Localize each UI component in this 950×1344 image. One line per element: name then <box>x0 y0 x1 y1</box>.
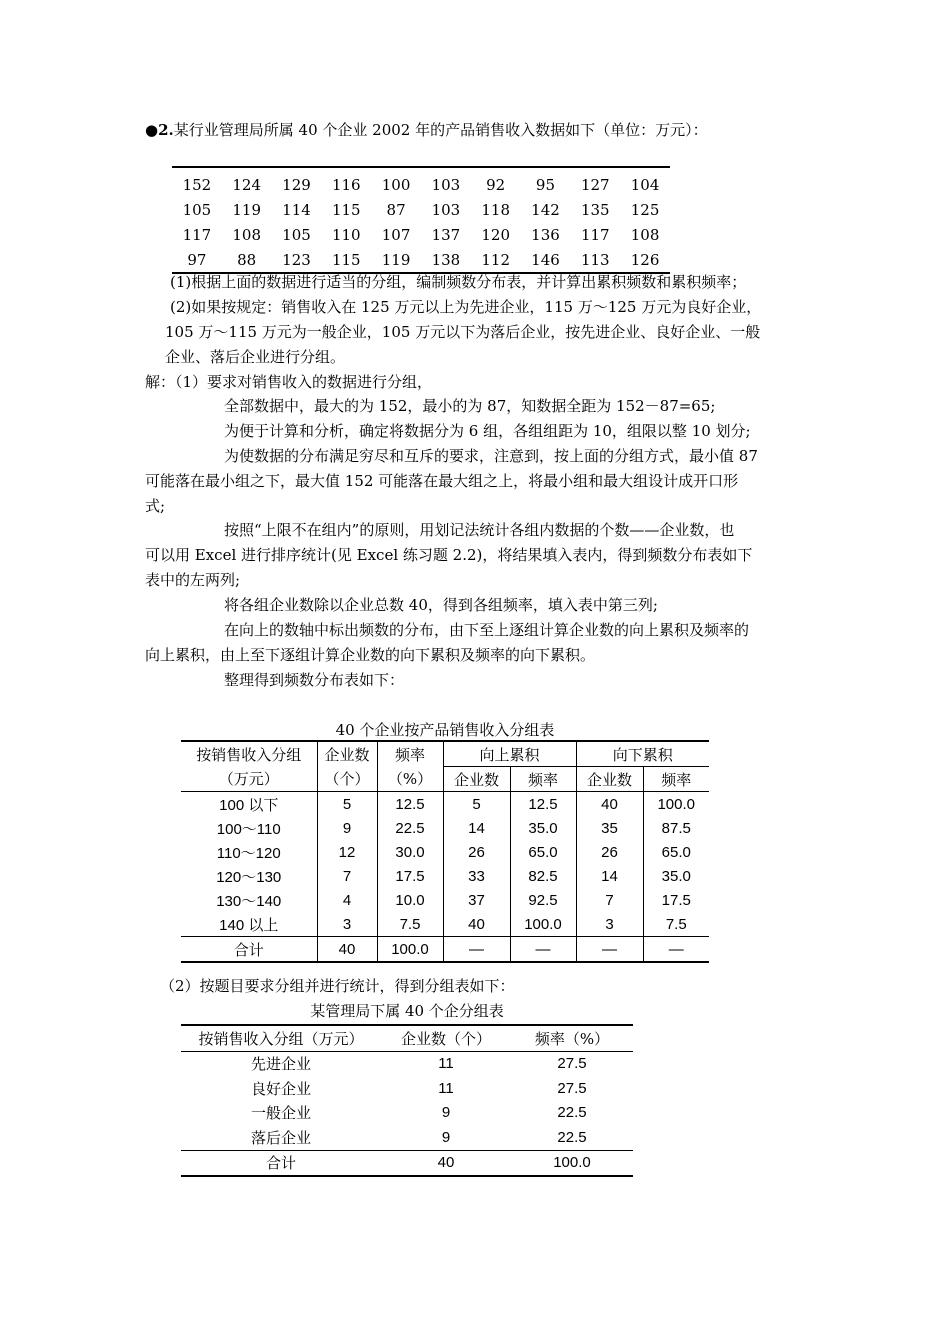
t1-cell: 82.5 <box>510 864 576 888</box>
raw-data-cell: 127 <box>580 175 610 194</box>
t1-cell: 30.0 <box>377 840 443 864</box>
raw-data-cell: 103 <box>431 200 461 219</box>
t1-cell: 22.5 <box>377 816 443 840</box>
raw-data-cell: 118 <box>481 200 510 219</box>
table-row <box>181 1125 633 1150</box>
t1-cell: 7.5 <box>665 915 687 933</box>
raw-data-cell: 87 <box>386 200 406 219</box>
raw-data-row <box>172 167 670 197</box>
solution-p5: 将各组企业数除以企业总数 40，得到各组频率，填入表中第三列; <box>224 596 658 614</box>
t1-cell: 9 <box>317 816 377 840</box>
raw-data-cell: 92 <box>486 175 506 194</box>
table-row <box>181 840 709 864</box>
t2-header-group: 按销售收入分组（万元） <box>181 1025 381 1051</box>
solution-p1: 全部数据中，最大的为 152，最小的为 87，知数据全距为 152－87=65; <box>224 397 716 415</box>
t1-cell: 100～110 <box>181 816 317 840</box>
raw-data-cell: 136 <box>531 225 560 244</box>
t1-header-freq-unit: （%） <box>377 767 443 792</box>
t1-cell: 140 以上 <box>181 912 317 937</box>
t2-cell: 27.5 <box>557 1079 587 1097</box>
t2-cell: 22.5 <box>557 1104 587 1122</box>
table2-title: 某管理局下属 40 个企分组表 <box>310 1002 504 1020</box>
table-row <box>181 888 709 912</box>
t1-cell: 5 <box>443 792 510 817</box>
t1-cell: 100 以下 <box>181 792 317 817</box>
t1-header-up-count: 企业数 <box>443 767 510 792</box>
t1-cell: 7.5 <box>377 912 443 937</box>
t1-header-freq: 频率 <box>377 741 443 767</box>
table-row <box>181 792 709 817</box>
t1-header-group-unit: （万元） <box>181 767 317 792</box>
t1-cell: 17.5 <box>661 891 691 909</box>
t1-total-cell: — <box>510 937 576 963</box>
frequency-table <box>181 740 709 963</box>
raw-data-row <box>172 197 670 222</box>
solution-intro: 解：（1）要求对销售收入的数据进行分组， <box>145 373 433 391</box>
t1-header-up-freq: 频率 <box>510 767 576 792</box>
raw-data-cell: 152 <box>182 175 212 194</box>
raw-data-cell: 107 <box>381 225 411 244</box>
solution-p3-line-3: 式; <box>145 497 166 515</box>
raw-data-cell: 117 <box>182 225 212 244</box>
solution-p7: 整理得到频数分布表如下： <box>224 671 405 689</box>
bullet: ● <box>145 121 159 139</box>
t1-header-down: 向下累积 <box>576 741 709 767</box>
solution-p3-line-1: 为使数据的分布满足穷尽和互斥的要求，注意到，按上面的分组方式，最小值 87 <box>224 447 758 465</box>
raw-data-cell: 146 <box>531 250 560 269</box>
problem-stem-line <box>145 120 708 140</box>
t1-header-down-freq: 频率 <box>643 767 709 792</box>
raw-data-cell: 105 <box>182 200 212 219</box>
t2-total-cell: 合计 <box>181 1150 381 1176</box>
problem-stem: 某行业管理局所属 40 个企业 2002 年的产品销售收入数据如下（单位：万元）： <box>173 121 708 139</box>
t1-cell: 10.0 <box>377 888 443 912</box>
t1-cell: 7 <box>576 888 643 912</box>
t1-cell: 110～120 <box>181 840 317 864</box>
t1-cell: 7 <box>317 864 377 888</box>
t2-cell: 11 <box>438 1079 454 1097</box>
raw-data-cell: 108 <box>630 225 660 244</box>
solution-p3-line-2: 可能落在最小组之下，最大值 152 可能落在最大组之上，将最小组和最大组设计成开口形 <box>145 472 739 490</box>
t2-cell: 9 <box>441 1128 451 1146</box>
classification-table <box>181 1024 633 1177</box>
t1-cell: 4 <box>317 888 377 912</box>
raw-data-cell: 126 <box>630 250 660 269</box>
t1-cell: 12.5 <box>377 792 443 817</box>
t1-total-cell: — <box>443 937 510 963</box>
t2-cell: 9 <box>441 1104 451 1122</box>
raw-data-cell: 129 <box>282 175 311 194</box>
t1-header-up: 向上累积 <box>443 741 576 767</box>
t1-header-group: 按销售收入分组 <box>181 741 317 767</box>
table-row <box>181 816 709 840</box>
t1-cell: 130～140 <box>181 888 317 912</box>
raw-data-cell: 137 <box>431 225 461 244</box>
raw-data-cell: 103 <box>431 175 461 194</box>
raw-data-cell: 108 <box>232 225 262 244</box>
question-2-line-3: 企业、落后企业进行分组。 <box>165 348 346 366</box>
question-2-line-1: (2)如果按规定：销售收入在 125 万元以上为先进企业，115 万～125 万元为良好企业， <box>170 298 762 316</box>
table-row <box>181 912 709 937</box>
t1-cell: 5 <box>317 792 377 817</box>
t1-cell: 33 <box>443 864 510 888</box>
raw-data-cell: 110 <box>331 225 361 244</box>
raw-data-cell: 88 <box>237 250 257 269</box>
solution-p2: 为便于计算和分析，确定将数据分为 6 组，各组组距为 10，组限以整 10 划分; <box>224 422 751 440</box>
t1-cell: 100.0 <box>510 912 576 937</box>
t1-cell: 40 <box>576 792 643 817</box>
t1-cell: 26 <box>576 840 643 864</box>
t1-cell: 120～130 <box>181 864 317 888</box>
t1-header-count-unit: （个） <box>317 767 377 792</box>
t1-total-cell: 40 <box>317 937 377 963</box>
t2-cell: 一般企业 <box>250 1104 311 1123</box>
t1-cell: 35.0 <box>661 867 691 885</box>
raw-data-row <box>172 222 670 247</box>
question-2-line-2: 105 万～115 万元为一般企业，105 万元以下为落后企业，按先进企业、良好企业、一般 <box>165 323 761 341</box>
t1-cell: 87.5 <box>661 819 691 837</box>
t1-cell: 35.0 <box>510 816 576 840</box>
raw-data-row <box>172 247 670 273</box>
table-total-row <box>181 1150 633 1176</box>
t1-total-cell: — <box>576 937 643 963</box>
table-total-row <box>181 937 709 963</box>
table-row <box>181 1076 633 1101</box>
raw-data-cell: 114 <box>282 200 311 219</box>
t1-cell: 12 <box>317 840 377 864</box>
t1-cell: 65.0 <box>510 840 576 864</box>
raw-data-cell: 104 <box>630 175 660 194</box>
raw-data-cell: 115 <box>331 200 361 219</box>
t2-header-count: 企业数（个） <box>381 1025 511 1051</box>
t2-cell: 11 <box>438 1055 454 1073</box>
raw-data-cell: 116 <box>331 175 361 194</box>
raw-data-cell: 142 <box>531 200 560 219</box>
solution-p4-line-1: 按照“上限不在组内”的原则，用划记法统计各组内数据的个数——企业数，也 <box>224 521 735 539</box>
solution-p6-line-2: 向上累积，由上至下逐组计算企业数的向下累积及频率的向下累积。 <box>145 646 596 664</box>
raw-data-cell: 119 <box>232 200 262 219</box>
t1-cell: 3 <box>576 912 643 937</box>
t1-cell: 14 <box>443 816 510 840</box>
raw-data-cell: 112 <box>481 250 510 269</box>
raw-data-table <box>172 166 670 274</box>
raw-data-cell: 105 <box>282 225 311 244</box>
t1-cell: 26 <box>443 840 510 864</box>
raw-data-cell: 138 <box>431 250 461 269</box>
t1-total-cell: 100.0 <box>377 937 443 963</box>
t1-cell: 12.5 <box>510 792 576 817</box>
t1-cell: 14 <box>576 864 643 888</box>
question-1: (1)根据上面的数据进行适当的分组，编制频数分布表，并计算出累积频数和累积频率； <box>170 273 747 291</box>
raw-data-cell: 100 <box>381 175 411 194</box>
table-row <box>181 1101 633 1126</box>
t2-total-cell: 40 <box>381 1150 511 1176</box>
t1-header-count: 企业数 <box>317 741 377 767</box>
t2-cell: 27.5 <box>557 1055 587 1073</box>
solution-part2: （2）按题目要求分组并进行统计，得到分组表如下： <box>160 977 515 995</box>
table-row <box>181 864 709 888</box>
t2-cell: 良好企业 <box>250 1079 311 1098</box>
solution-p4-line-2: 可以用 Excel 进行排序统计(见 Excel 练习题 2.2)，将结果填入表内，得到频数分布表如下 <box>145 546 753 564</box>
raw-data-cell: 115 <box>331 250 361 269</box>
t2-total-cell: 100.0 <box>511 1150 633 1176</box>
t1-cell: 17.5 <box>377 864 443 888</box>
t2-header-freq: 频率（%） <box>511 1025 633 1051</box>
raw-data-cell: 135 <box>580 200 610 219</box>
t1-cell: 92.5 <box>510 888 576 912</box>
raw-data-cell: 117 <box>580 225 610 244</box>
t1-header-down-count: 企业数 <box>576 767 643 792</box>
problem-number: 2. <box>158 121 174 139</box>
raw-data-cell: 120 <box>481 225 510 244</box>
t2-cell: 22.5 <box>557 1128 587 1146</box>
t2-cell: 落后企业 <box>250 1128 311 1147</box>
raw-data-cell: 124 <box>232 175 262 194</box>
t1-cell: 37 <box>443 888 510 912</box>
t1-total-cell: — <box>643 937 709 963</box>
solution-p6-line-1: 在向上的数轴中标出频数的分布，由下至上逐组计算企业数的向上累积及频率的 <box>224 621 750 639</box>
t1-cell: 40 <box>443 912 510 937</box>
solution-p4-line-3: 表中的左两列; <box>145 571 241 589</box>
raw-data-cell: 123 <box>282 250 311 269</box>
t1-total-cell: 合计 <box>181 937 317 963</box>
raw-data-cell: 113 <box>580 250 610 269</box>
table-row <box>181 1051 633 1076</box>
table1-title: 40 个企业按产品销售收入分组表 <box>335 721 555 739</box>
t1-cell: 65.0 <box>661 843 691 861</box>
t1-cell: 100.0 <box>657 795 696 813</box>
raw-data-cell: 125 <box>630 200 660 219</box>
raw-data-cell: 119 <box>381 250 411 269</box>
raw-data-cell: 97 <box>187 250 207 269</box>
t1-cell: 35 <box>576 816 643 840</box>
t1-cell: 3 <box>317 912 377 937</box>
t2-cell: 先进企业 <box>250 1055 311 1074</box>
raw-data-cell: 95 <box>535 175 556 194</box>
